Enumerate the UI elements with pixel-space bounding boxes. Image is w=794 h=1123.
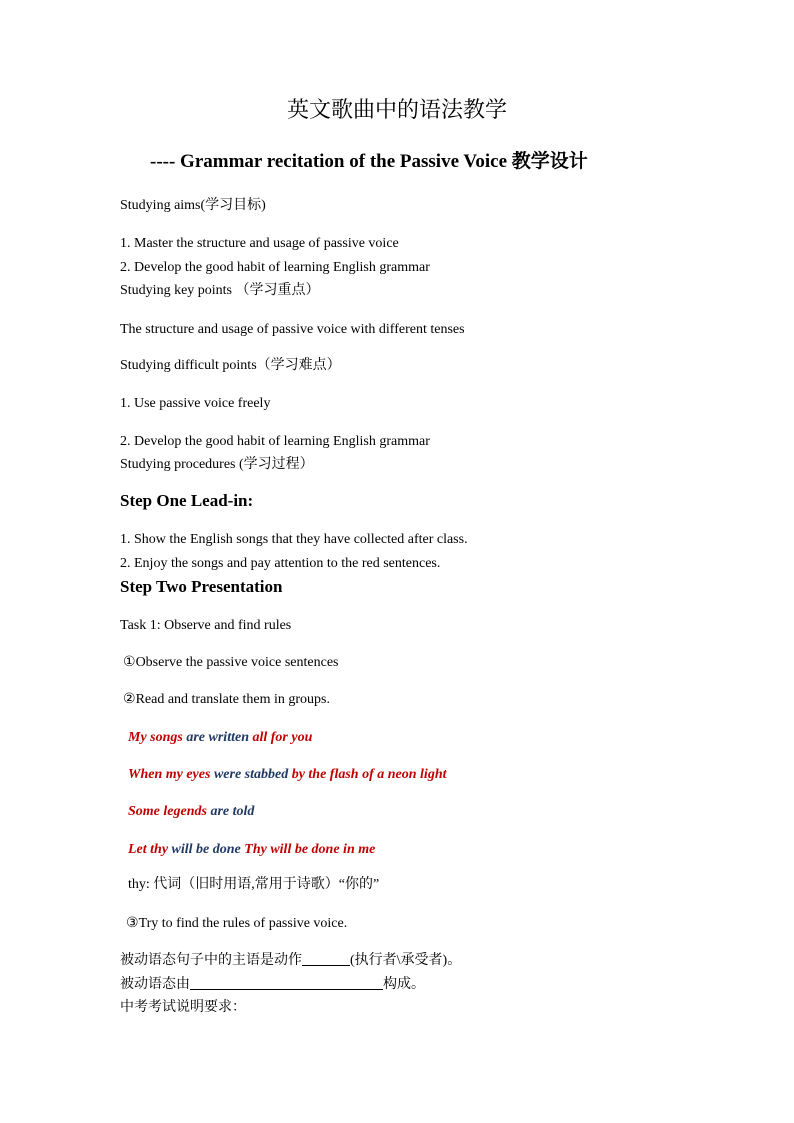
example-2-rest: by the flash of a neon light	[291, 767, 447, 782]
example-1-subject: My songs	[128, 730, 187, 745]
example-4-rest: Thy will be done in me	[244, 842, 376, 857]
subtitle-english: ---- Grammar recitation of the Passive Voice	[150, 151, 512, 172]
example-sentence-3	[128, 803, 254, 821]
example-4-verb: will be done	[171, 842, 245, 857]
rule-step	[126, 914, 347, 933]
key-points-heading: Studying key points （学习重点）	[120, 283, 320, 298]
circled-one-mark: ①	[123, 654, 136, 670]
step-one-item-1: 1. Show the English songs that they have collected after class.	[120, 532, 468, 547]
subtitle-chinese: 教学设计	[511, 150, 588, 172]
task-1: Task 1: Observe and find rules	[120, 618, 292, 633]
procedures-heading: Studying procedures (学习过程）	[120, 457, 314, 472]
example-2-verb: were stabbed	[213, 767, 292, 782]
sub-step-read	[123, 690, 330, 709]
fill-1-blank[interactable]	[302, 951, 350, 966]
example-sentence-4	[128, 841, 375, 859]
difficult-points-heading: Studying difficult points（学习难点）	[120, 358, 341, 373]
sub-step-observe-text: Observe the passive voice sentences	[135, 655, 339, 670]
fill-2-suffix: 构成。	[383, 977, 425, 992]
example-1-rest: all for you	[252, 730, 313, 745]
example-4-subject: Let thy	[128, 842, 172, 857]
page-subtitle	[150, 148, 588, 175]
rule-step-text: Try to find the rules of passive voice.	[138, 916, 348, 931]
sub-step-observe	[123, 653, 339, 672]
key-points-text: The structure and usage of passive voice with different tenses	[120, 322, 465, 337]
difficult-item-1: 1. Use passive voice freely	[120, 396, 271, 411]
step-one-heading: Step One Lead-in:	[120, 491, 254, 510]
thy-note: thy: 代词（旧时用语,常用于诗歌）“你的”	[128, 877, 380, 892]
page-title: 英文歌曲中的语法教学	[286, 97, 507, 122]
fill-1-prefix: 被动语态句子中的主语是动作	[120, 953, 302, 968]
example-2-subject: When my eyes	[128, 767, 214, 782]
fill-1-suffix: (执行者\承受者)。	[350, 953, 462, 968]
aims-heading: Studying aims(学习目标)	[120, 198, 266, 213]
example-sentence-1	[128, 729, 312, 747]
fill-2-prefix: 被动语态由	[120, 977, 190, 992]
example-3-verb: are told	[210, 804, 255, 819]
aim-item-2: 2. Develop the good habit of learning English grammar	[120, 260, 430, 275]
circled-two-mark: ②	[123, 691, 136, 707]
aim-item-1: 1. Master the structure and usage of passive voice	[120, 236, 399, 251]
sub-step-read-text: Read and translate them in groups.	[135, 692, 330, 707]
step-one-item-2: 2. Enjoy the songs and pay attention to the red sentences.	[120, 556, 441, 571]
difficult-item-2: 2. Develop the good habit of learning English grammar	[120, 434, 430, 449]
example-1-verb: are written	[186, 730, 253, 745]
example-sentence-2	[128, 766, 447, 784]
fill-in-line-2	[120, 975, 425, 994]
circled-three-mark: ③	[126, 915, 139, 931]
step-two-heading: Step Two Presentation	[120, 577, 283, 596]
exam-requirements: 中考考试说明要求：	[120, 1000, 246, 1015]
example-3-subject: Some legends	[128, 804, 211, 819]
fill-in-line-1	[120, 951, 461, 970]
fill-2-blank[interactable]	[190, 975, 383, 990]
